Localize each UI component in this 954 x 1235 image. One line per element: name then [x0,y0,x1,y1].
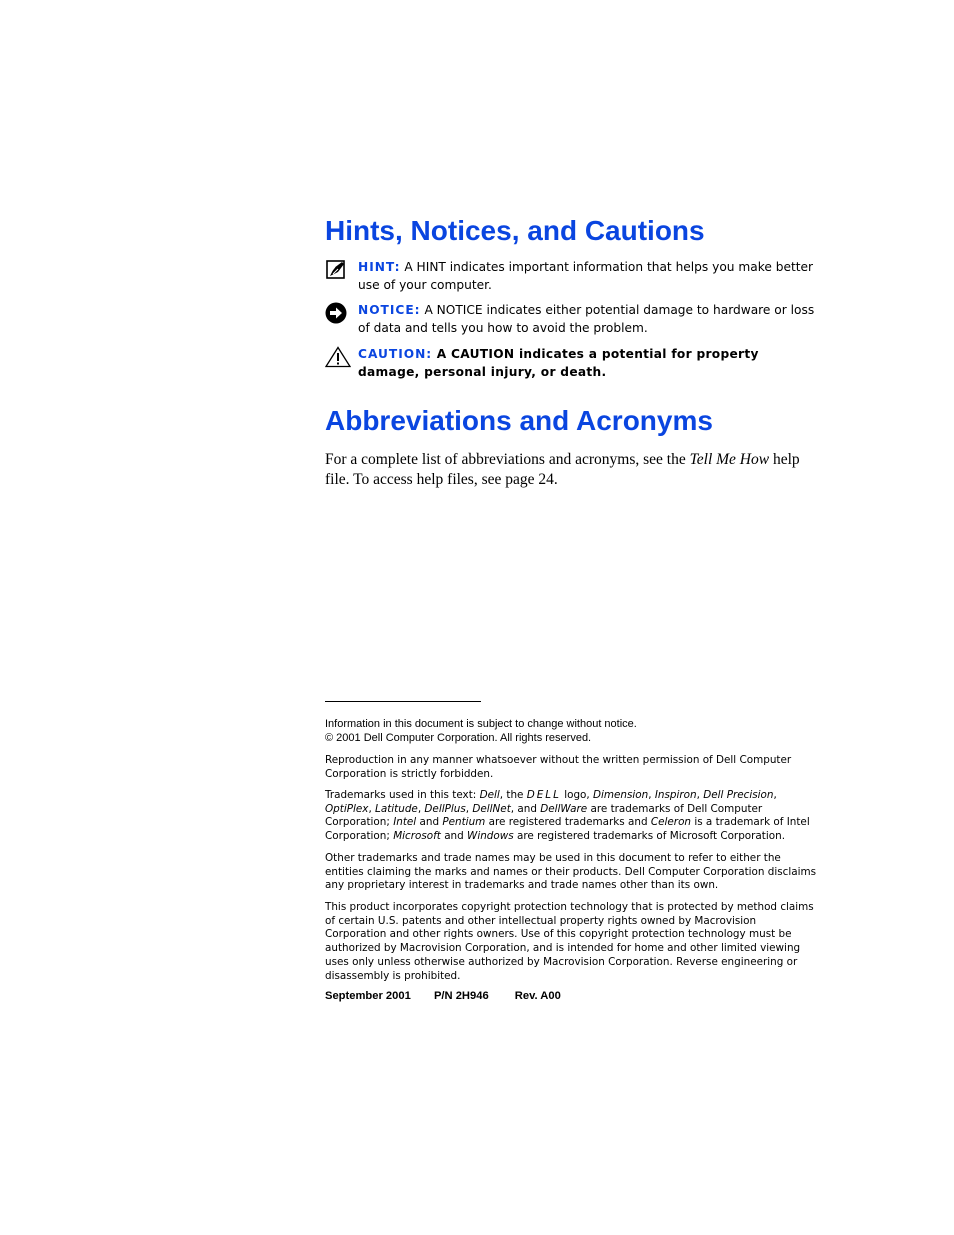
tm-name: Latitude [375,802,418,815]
tm-text: logo, [560,789,593,801]
footer-revision: Rev. A00 [514,990,561,1002]
change-notice-line: Information in this document is subject to change without notice. [325,718,637,730]
tm-name: DellPlus [424,802,466,815]
tm-name: Pentium [442,816,486,829]
tm-name: Windows [467,830,514,843]
hint-body: A HINT indicates important information that helps you make better use of your computer. [358,260,814,292]
tm-text: , the [499,789,527,801]
abbreviations-paragraph [325,450,820,490]
tm-name: Inspiron [654,789,697,801]
tm-text: , [648,789,655,801]
arrow-circle-icon [325,302,349,324]
abbrev-text-2: help file. To access help files, see page 24. [325,451,800,488]
pencil-note-icon [325,259,349,281]
tm-text: , [696,789,704,801]
document-footer [325,990,561,1002]
other-trademarks-paragraph: Other trademarks and trade names may be used in this document to refer to either the entities claiming the marks and names or their products. Dell Computer Corporation disclaims any proprietary interest in trademarks and trade names other than its own. [325,852,817,892]
tm-name: Celeron [650,816,692,829]
tm-name: Dimension [593,789,649,801]
caution-label: CAUTION: [358,347,433,361]
tm-name: Dell [479,789,500,801]
tm-text: , [465,802,473,815]
footer-date: September 2001 [325,990,411,1002]
tm-name: DELL [526,789,561,801]
notice-text [358,302,818,337]
tm-name: DellWare [540,802,588,815]
tm-text: , [417,802,425,815]
hint-text [358,259,818,294]
tm-name: DellNet [472,802,511,815]
tm-text: Trademarks used in this text: [325,789,480,801]
caution-body: A CAUTION indicates a potential for property damage, personal injury, or death. [358,347,759,379]
macrovision-paragraph: This product incorporates copyright protection technology that is protected by method claims of certain U.S. patents and other intellectual property rights owned by Macrovision Corporation and other rights owners. Use of this copyright protection technology must be authorized by Macrovision Corporation, and is intended for home and other limited viewing uses only unless otherwise authorized by Macrovision Corporation. Reverse engineering or disassembly is prohibited. [325,901,814,982]
tm-name: Intel [393,816,417,829]
tm-text: are trademarks of Dell Computer Corporation; [325,802,763,829]
tm-text: and [440,830,468,843]
tm-name: Dell Precision [703,789,774,801]
warning-triangle-icon [325,346,349,368]
tm-text: , and [510,802,541,815]
tm-text: , [773,789,777,801]
tm-text: and [416,816,443,829]
footer-part-number: P/N 2H946 [433,990,489,1002]
abbrev-help-file-name: Tell Me How [689,451,770,468]
tm-name: Microsoft [393,830,441,843]
abbrev-text-1: For a complete list of abbreviations and acronyms, see the [325,451,690,468]
trademarks-paragraph [325,789,817,844]
copyright-line: © 2001 Dell Computer Corporation. All rights reserved. [325,731,592,744]
hint-label: HINT: [358,260,401,274]
tm-text: is a trademark of Intel Corporation; [325,816,810,843]
footnote-divider [325,701,481,702]
caution-text [358,346,818,381]
section-heading-abbreviations: Abbreviations and Acronyms [325,405,713,436]
tm-text: are registered trademarks of Microsoft Corporation. [513,830,785,843]
reproduction-notice: Reproduction in any manner whatsoever without the written permission of Dell Computer Corporation is strictly forbidden. [325,754,792,780]
tm-text: , [368,802,376,815]
notice-body: A NOTICE indicates either potential damage to hardware or loss of data and tells you how to avoid the problem. [358,303,815,335]
change-notice [325,718,817,745]
section-heading-hints: Hints, Notices, and Cautions [325,215,705,246]
tm-name: OptiPlex [325,802,369,815]
notice-label: NOTICE: [358,303,421,317]
tm-text: are registered trademarks and [485,816,651,829]
